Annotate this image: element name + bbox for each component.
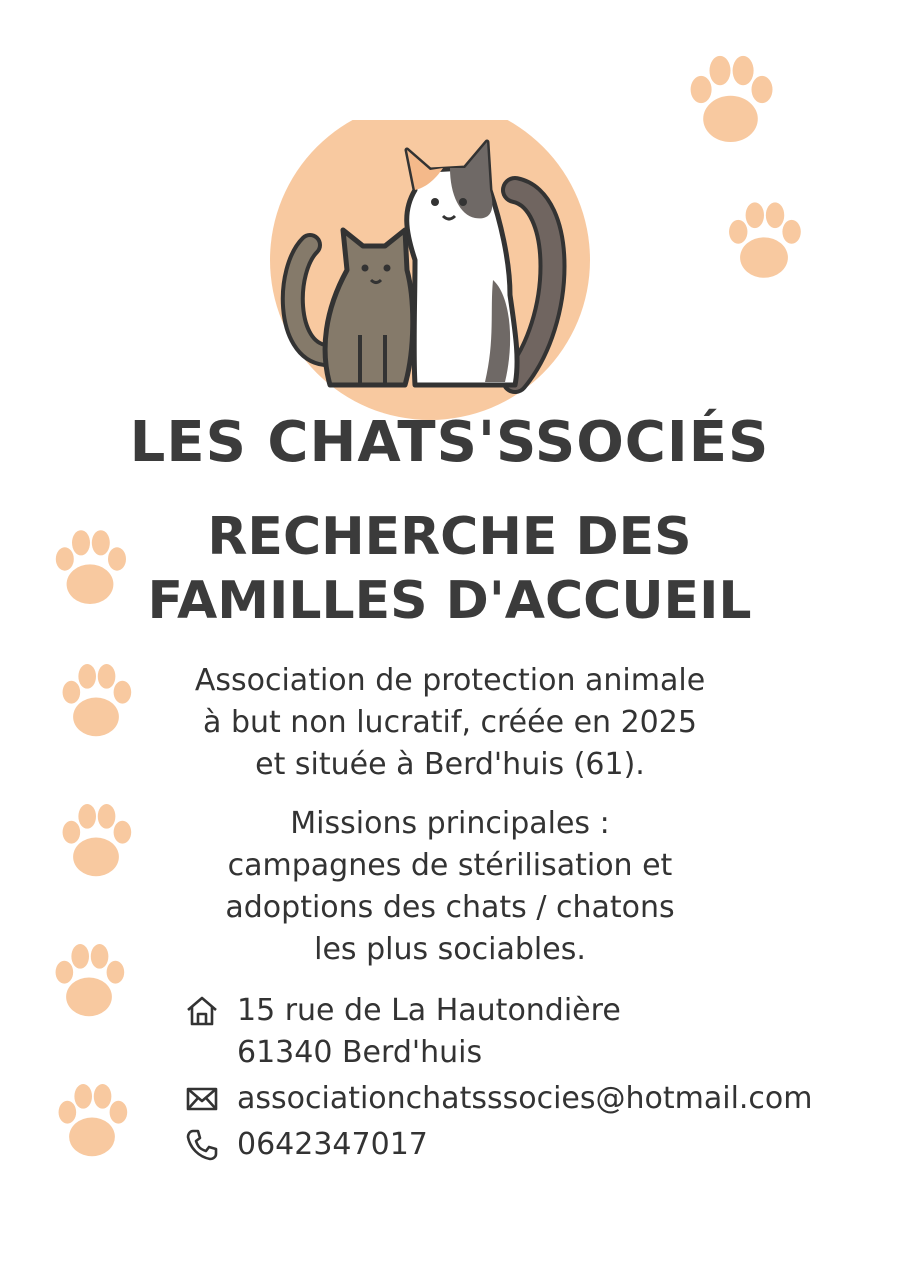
paw-print-icon (48, 1075, 136, 1167)
phone-row (185, 1124, 845, 1166)
phone-number[interactable]: 0642347017 (237, 1127, 428, 1162)
email-link[interactable]: associationchatsssocies@hotmail.com (237, 1081, 813, 1116)
contact-block (185, 990, 845, 1166)
association-name: LES CHATS'SSOCIÉS (129, 410, 770, 475)
missions-line: les plus sociables. (314, 932, 586, 967)
headline-line-1: RECHERCHE DES (207, 507, 692, 567)
headline-line-2: FAMILLES D'ACCUEIL (147, 571, 752, 631)
home-icon (185, 990, 225, 1030)
about-line: Association de protection animale (194, 663, 706, 698)
headline (0, 505, 899, 633)
about-line: à but non lucratif, créée en 2025 (203, 705, 697, 740)
about-paragraph (100, 660, 800, 786)
address-line-2: 61340 Berd'huis (237, 1035, 483, 1070)
address-line-1: 15 rue de La Hautondière (237, 993, 621, 1028)
email-row (185, 1078, 845, 1120)
missions-line: adoptions des chats / chatons (225, 890, 675, 925)
paw-print-icon (718, 192, 810, 290)
missions-paragraph (100, 803, 800, 971)
mail-icon (185, 1078, 225, 1118)
about-line: et située à Berd'huis (61). (255, 747, 645, 782)
cats-logo (265, 120, 595, 420)
missions-line: Missions principales : (290, 806, 610, 841)
address-row (185, 990, 845, 1074)
paw-print-icon (678, 45, 783, 155)
phone-icon (185, 1124, 225, 1164)
missions-line: campagnes de stérilisation et (227, 848, 673, 883)
